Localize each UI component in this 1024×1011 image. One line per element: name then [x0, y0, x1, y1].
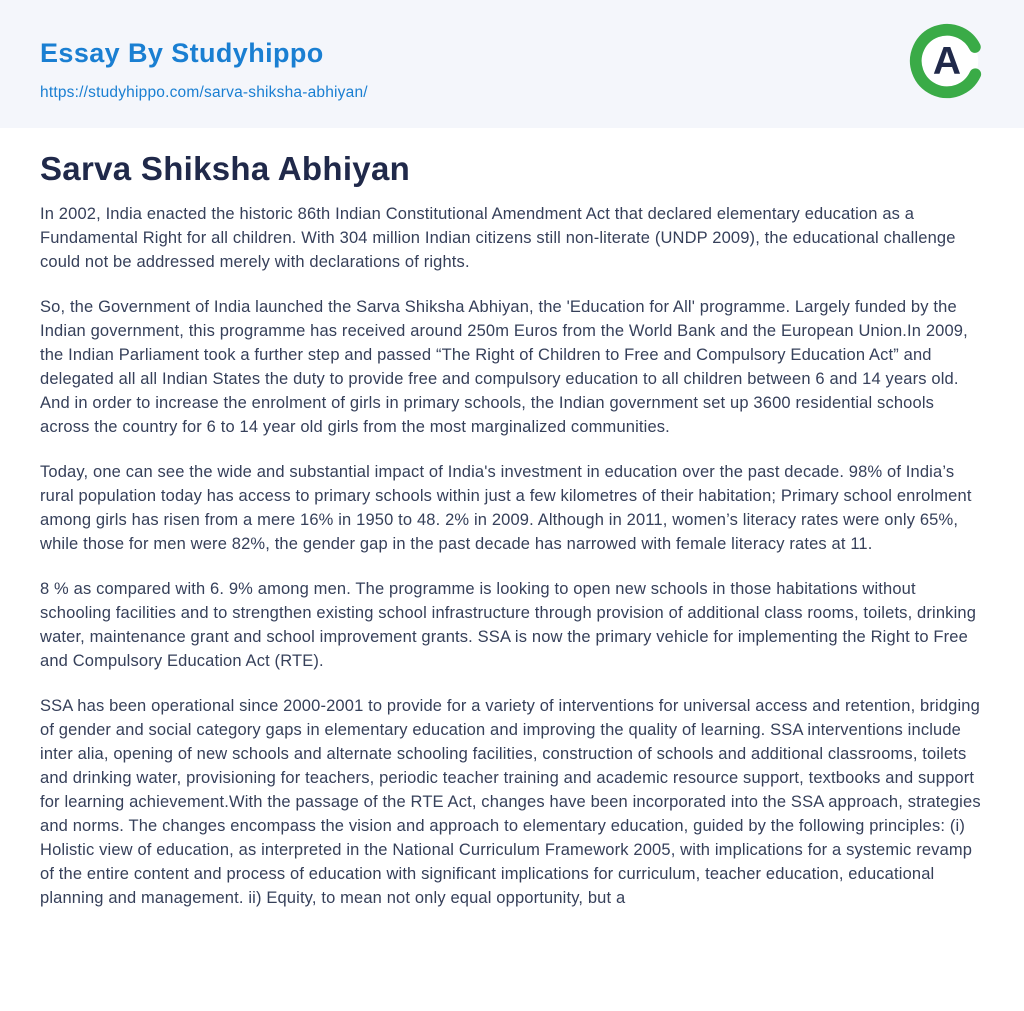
studyhippo-logo — [908, 22, 986, 100]
paragraph: SSA has been operational since 2000-2001 to provide for a variety of interventions for universal access and retention, bridging of gender and social category gaps in elementary education and improving the quality of learning. SSA interventions include inter alia, opening of new schools and alternate schooling facilities, construction of schools and additional classrooms, toilets and drinking water, provisioning for teachers, periodic teacher training and academic resource support, textbooks and support for learning achievement.With the passage of the RTE Act, changes have been incorporated into the SSA approach, strategies and norms. The changes encompass the vision and approach to elementary education, guided by the following principles: (i) Holistic view of education, as interpreted in the National Curriculum Framework 2005, with implications for a systemic revamp of the entire content and process of education with significant implications for curriculum, teacher education, educational planning and management. ii) Equity, to mean not only equal opportunity, but a — [40, 696, 981, 907]
paragraph: So, the Government of India launched the Sarva Shiksha Abhiyan, the 'Education for All' programme. Largely funded by the Indian government, this programme has received around 250m Euros from the World Bank and the European Union.In 2009, the Indian Parliament took a further step and passed “The Right of Children to Free and Compulsory Education Act” and delegated all all Indian States the duty to provide free and compulsory education to all children between 6 and 14 years old. And in order to increase the enrolment of girls in primary schools, the Indian government set up 3600 residential schools across the country for 6 to 14 year old girls from the most marginalized communities. — [40, 297, 968, 436]
paragraph: 8 % as compared with 6. 9% among men. The programme is looking to open new schools in those habitations without schooling facilities and to strengthen existing school infrastructure through provision of additional class rooms, toilets, drinking water, maintenance grant and school improvement grants. SSA is now the primary vehicle for implementing the Right to Free and Compulsory Education Act (RTE). — [40, 579, 977, 670]
page-header — [0, 0, 1024, 128]
paragraph: Today, one can see the wide and substantial impact of India's investment in education over the past decade. 98% of India’s rural population today has access to primary schools within just a few kilometres of their habitation; Primary school enrolment among girls has risen from a mere 16% in 1950 to 48. 2% in 2009. Although in 2011, women’s literacy rates were only 65%, while those for men were 82%, the gender gap in the past decade has narrowed with female literacy rates at 11. — [40, 462, 972, 553]
paragraph: In 2002, India enacted the historic 86th Indian Constitutional Amendment Act that declared elementary education as a Fundamental Right for all children. With 304 million Indian citizens still non-literate (UNDP 2009), the educational challenge could not be addressed merely with declarations of rights. — [40, 204, 956, 271]
logo-letter: A — [932, 40, 962, 84]
studyhippo-logo-icon — [908, 22, 986, 100]
site-title: Essay By Studyhippo — [40, 38, 324, 68]
site-url-link[interactable]: https://studyhippo.com/sarva-shiksha-abhiyan/ — [40, 84, 368, 101]
page-title: Sarva Shiksha Abhiyan — [40, 150, 411, 187]
article — [0, 128, 1024, 910]
